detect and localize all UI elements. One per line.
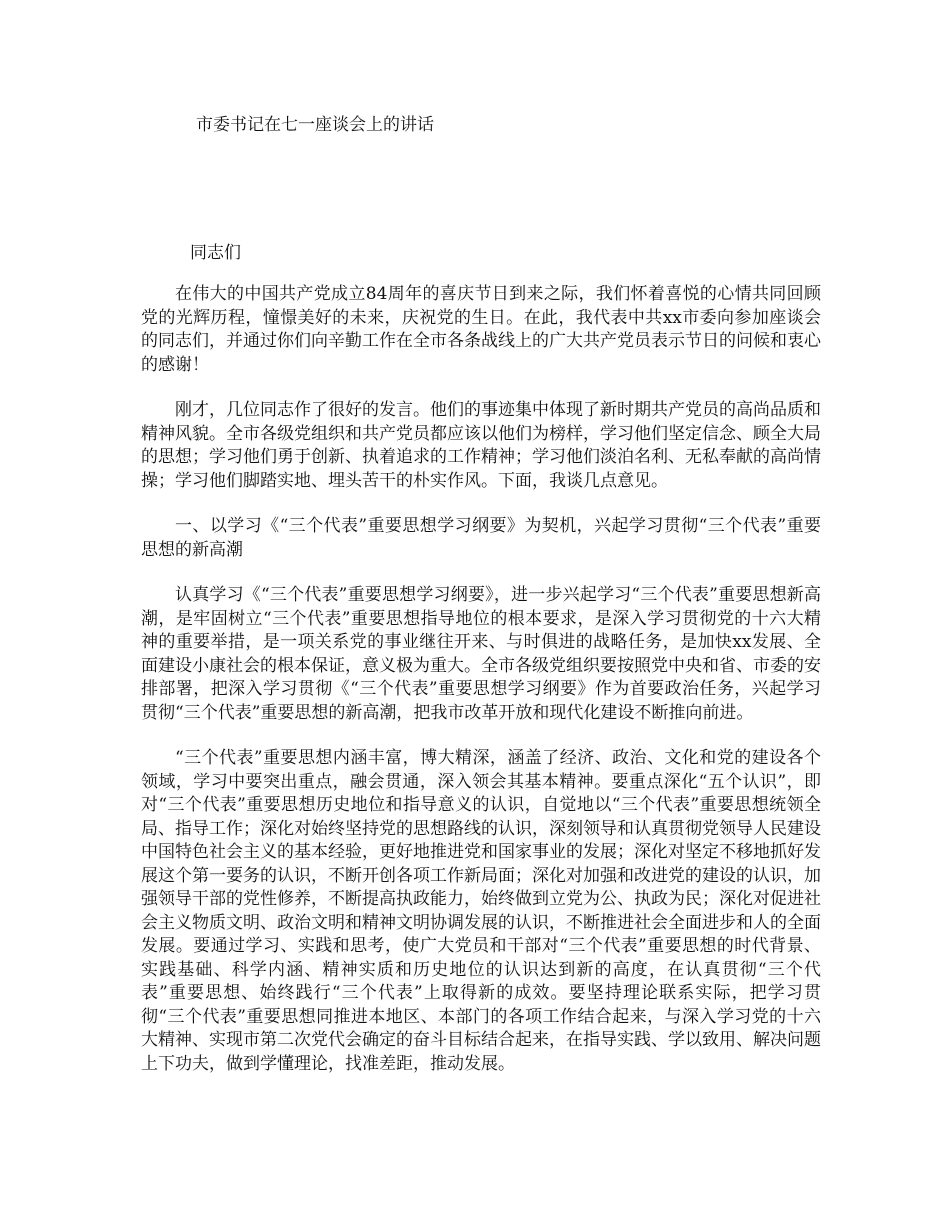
document-title: 市委书记在七一座谈会上的讲话: [196, 115, 434, 135]
section-heading-1: 一、以学习《“三个代表”重要思想学习纲要》为契机，兴起学习贯彻“三个代表”重要思想的新高潮: [141, 516, 821, 560]
paragraph-praise: 刚才，几位同志作了很好的发言。他们的事迹集中体现了新时期共产党员的高尚品质和精神风貌。全市各级党组织和共产党员都应该以他们为榜样，学习他们坚定信念、顾全大局的思想；学习他们勇于创新、执着追求的工作精神；学习他们淡泊名利、无私奉献的高尚情操；学习他们脚踏实地、埋头苦干的朴实作风。下面，我谈几点意见。: [141, 400, 821, 491]
salutation: 同志们: [190, 243, 241, 263]
paragraph-opening: 在伟大的中国共产党成立84周年的喜庆节日到来之际，我们怀着喜悦的心情共同回顾党的光辉历程，憧憬美好的未来，庆祝党的生日。在此，我代表中共xx市委向参加座谈会的同志们，并通过你们向辛勤工作在全市各条战线上的广大共产党员表示节日的问候和衷心的感谢！: [141, 284, 821, 375]
paragraph-study-outline: 认真学习《“三个代表”重要思想学习纲要》，进一步兴起学习“三个代表”重要思想新高潮，是牢固树立“三个代表”重要思想指导地位的根本要求，是深入学习贯彻党的十六大精神的重要举措，是一项关系党的事业继往开来、与时俱进的战略任务，是加快xx发展、全面建设小康社会的根本保证，意义极为重大。全市各级党组织要按照党中央和省、市委的安排部署，把深入学习贯彻《“三个代表”重要思想学习纲要》作为首要政治任务，兴起学习贯彻“三个代表”重要思想的新高潮，把我市改革开放和现代化建设不断推向前进。: [141, 585, 821, 723]
document-body: [141, 283, 821, 1098]
paragraph-five-understandings: “三个代表”重要思想内涵丰富，博大精深，涵盖了经济、政治、文化和党的建设各个领域，学习中要突出重点，融会贯通，深入领会其基本精神。要重点深化“五个认识”，即对“三个代表”重要思想历史地位和指导意义的认识，自觉地以“三个代表”重要思想统领全局、指导工作；深化对始终坚持党的思想路线的认识，深刻领导和认真贯彻党领导人民建设中国特色社会主义的基本经验，更好地推进党和国家事业的发展；深化对坚定不移地抓好发展这个第一要务的认识，不断开创各项工作新局面；深化对加强和改进党的建设的认识，加强领导干部的党性修养，不断提高执政能力，始终做到立党为公、执政为民；深化对促进社会主义物质文明、政治文明和精神文明协调发展的认识，不断推进社会全面进步和人的全面发展。要通过学习、实践和思考，使广大党员和干部对“三个代表”重要思想的时代背景、实践基础、科学内涵、精神实质和历史地位的认识达到新的高度，在认真贯彻“三个代表”重要思想、始终践行“三个代表”上取得新的成效。要坚持理论联系实际，把学习贯彻“三个代表”重要思想同推进本地区、本部门的各项工作结合起来，与深入学习党的十六大精神、实现市第二次党代会确定的奋斗目标结合起来，在指导实践、学以致用、解决问题上下功夫，做到学懂理论，找准差距，推动发展。: [141, 748, 821, 1074]
